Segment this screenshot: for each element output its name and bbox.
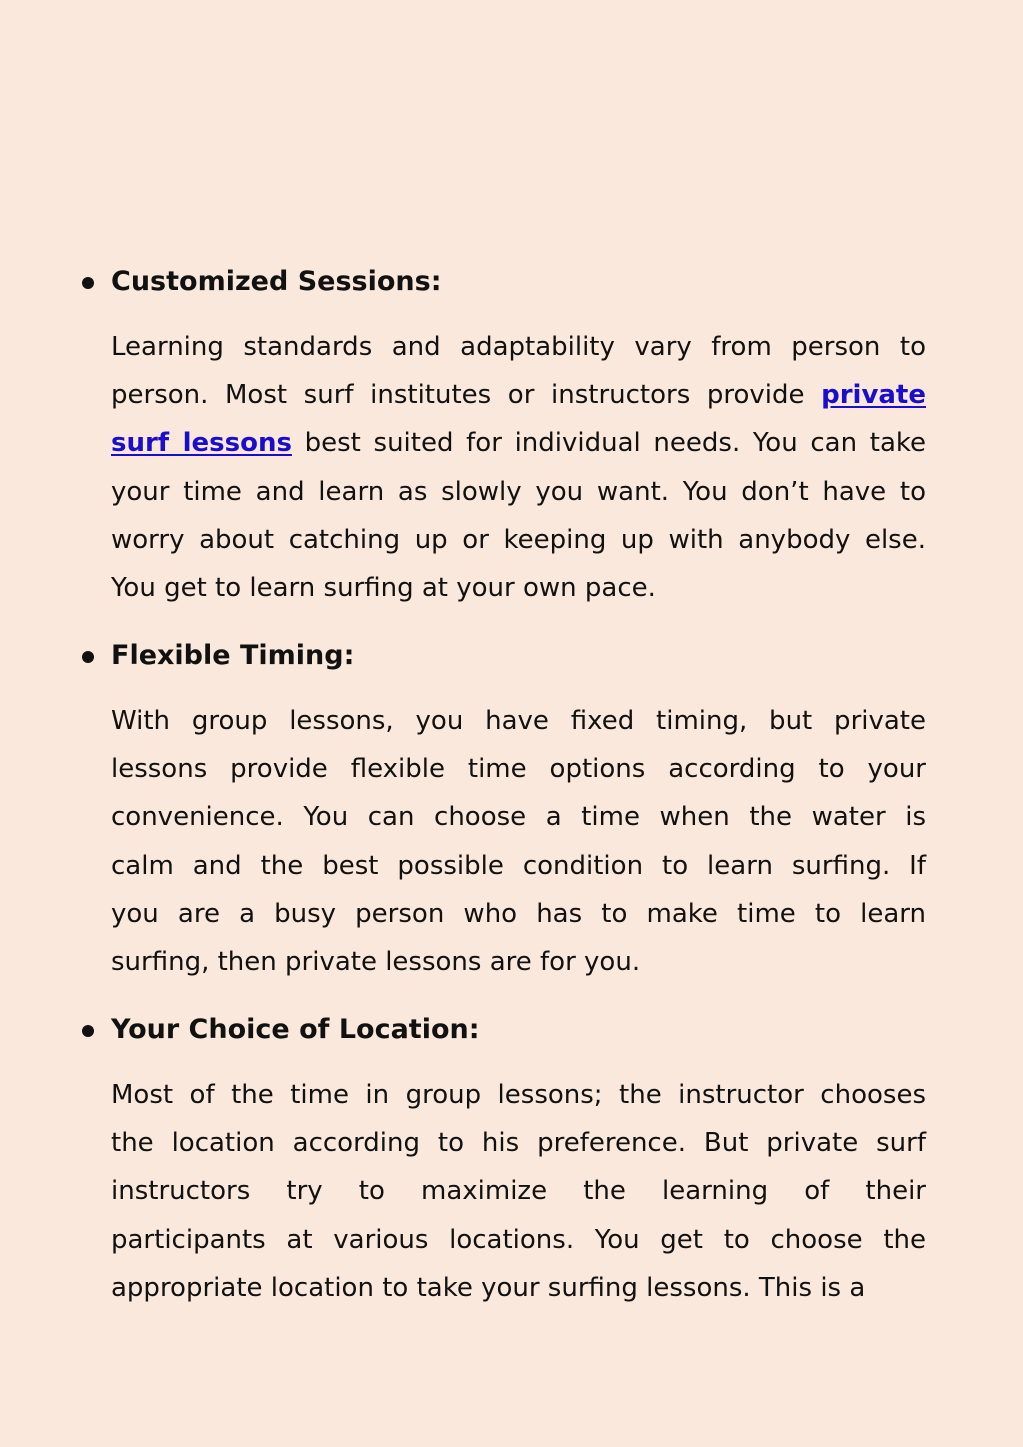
section-paragraph bbox=[111, 697, 926, 986]
paragraph-line: appropriate location to take your surfing lessons. This is a bbox=[111, 1272, 866, 1303]
section-heading: Flexible Timing: bbox=[111, 640, 355, 671]
bullet-icon bbox=[82, 277, 94, 289]
paragraph-line: surf lessons best suited for individual needs. You can take bbox=[111, 428, 927, 459]
bullet-icon bbox=[82, 651, 94, 663]
paragraph-line: person. Most surf institutes or instructors provide private bbox=[111, 380, 926, 411]
paragraph-line: Most of the time in group lessons; the instructor chooses bbox=[111, 1080, 926, 1110]
paragraph-line: calm and the best possible condition to learn surfing. If bbox=[111, 850, 926, 881]
section-paragraph bbox=[111, 1071, 926, 1312]
paragraph-line: convenience. You can choose a time when the water is bbox=[111, 802, 926, 833]
paragraph-line: you are a busy person who has to make time to learn bbox=[111, 898, 926, 929]
private-surf-lessons-link[interactable]: surf lessons bbox=[111, 428, 292, 459]
paragraph-line: participants at various locations. You get to choose the bbox=[111, 1224, 926, 1255]
paragraph-line: With group lessons, you have fixed timing, but private bbox=[111, 706, 926, 736]
paragraph-line: instructors try to maximize the learning of their bbox=[111, 1176, 926, 1207]
paragraph-line: the location according to his preference. But private surf bbox=[111, 1128, 926, 1159]
section-paragraph bbox=[111, 323, 926, 612]
paragraph-line: Learning standards and adaptability vary from person to bbox=[111, 332, 926, 362]
paragraph-line: surfing, then private lessons are for you. bbox=[111, 946, 641, 977]
paragraph-line: worry about catching up or keeping up with anybody else. bbox=[111, 524, 926, 555]
paragraph-line: your time and learn as slowly you want. You don’t have to bbox=[111, 476, 926, 507]
bullet-icon bbox=[82, 1025, 94, 1037]
section-heading: Your Choice of Location: bbox=[111, 1014, 480, 1045]
section-heading: Customized Sessions: bbox=[111, 266, 442, 297]
paragraph-line: You get to learn surfing at your own pace. bbox=[111, 572, 656, 603]
private-surf-lessons-link[interactable]: private bbox=[821, 380, 926, 411]
paragraph-line: lessons provide flexible time options according to your bbox=[111, 754, 926, 785]
